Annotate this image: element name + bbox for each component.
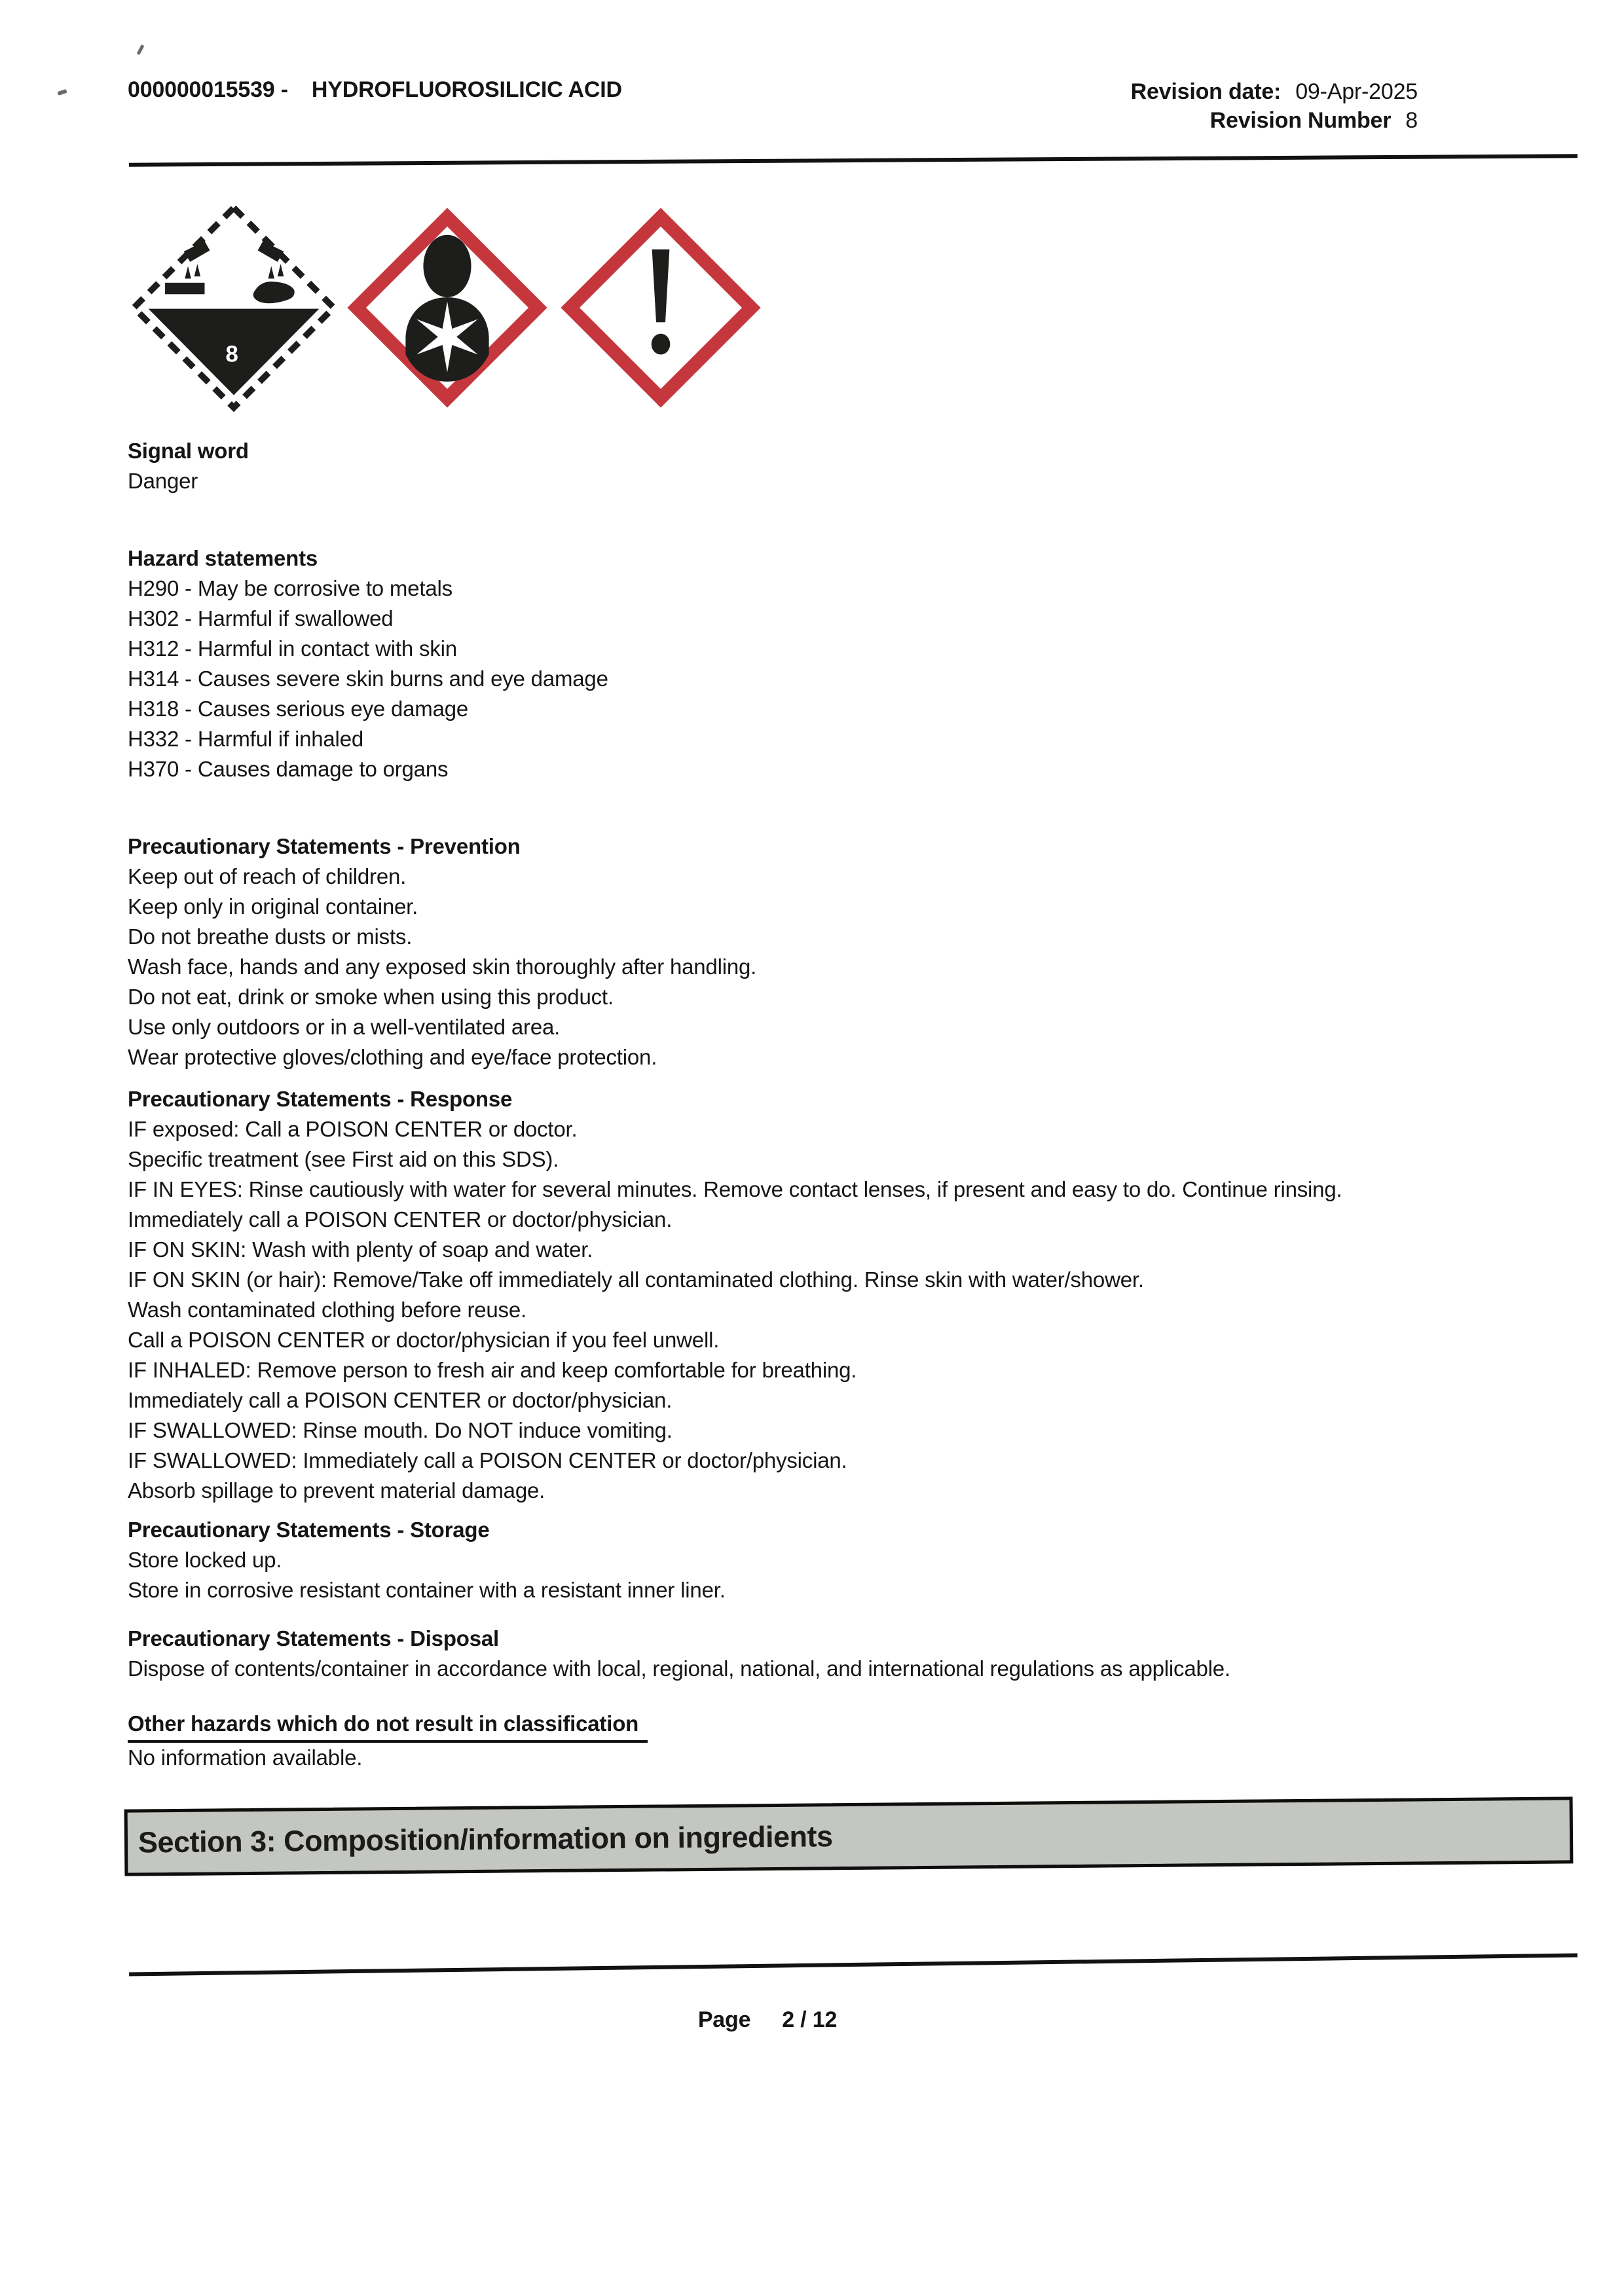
hazard-statements-heading: Hazard statements	[128, 546, 318, 570]
statement-line: Use only outdoors or in a well-ventilated area.	[128, 1015, 561, 1039]
document-number: 000000015539 -	[128, 77, 288, 102]
statement-line: Wear protective gloves/clothing and eye/face protection.	[128, 1045, 657, 1069]
prevention-section	[128, 831, 1624, 1072]
document-title	[128, 77, 622, 103]
revision-number-value: 8	[1405, 108, 1418, 133]
statement-line: IF ON SKIN: Wash with plenty of soap and water.	[128, 1237, 593, 1262]
revision-date-row	[1131, 77, 1418, 106]
footer-divider	[129, 1954, 1578, 1977]
exclamation-mark-pictogram-icon	[557, 196, 765, 419]
health-hazard-pictogram-icon	[343, 196, 551, 419]
response-section	[128, 1084, 1624, 1506]
signal-word-value: Danger	[128, 469, 198, 493]
statement-line: H370 - Causes damage to organs	[128, 757, 449, 781]
hazard-statements-section	[128, 543, 1624, 784]
revision-number-row	[1131, 106, 1418, 135]
statement-line: Immediately call a POISON CENTER or doctor/physician.	[128, 1388, 673, 1412]
page-number	[0, 2007, 1579, 2033]
disposal-list	[128, 1654, 1624, 1684]
header-divider	[129, 154, 1578, 167]
statement-line: Store locked up.	[128, 1548, 282, 1572]
other-hazards-section	[128, 1709, 1624, 1773]
revision-date-label: Revision date:	[1130, 79, 1282, 104]
storage-section	[128, 1515, 1624, 1605]
statement-line: IF exposed: Call a POISON CENTER or doctor.	[128, 1117, 578, 1141]
section3-title: Section 3: Composition/information on ingredients	[138, 1819, 833, 1859]
statement-line: IF INHALED: Remove person to fresh air and keep comfortable for breathing.	[128, 1358, 857, 1382]
statement-line: IF SWALLOWED: Immediately call a POISON CENTER or doctor/physician.	[128, 1448, 847, 1472]
storage-list	[128, 1545, 1624, 1605]
statement-line: Dispose of contents/container in accordance with local, regional, national, and international regulations as applicable.	[128, 1656, 1230, 1681]
statement-line: Absorb spillage to prevent material damage.	[128, 1478, 545, 1503]
response-heading: Precautionary Statements - Response	[128, 1087, 513, 1111]
statement-line: Keep only in original container.	[128, 894, 418, 919]
hazard-statements-list	[128, 574, 1624, 784]
svg-text:8: 8	[225, 341, 238, 367]
corrosive-class8-pictogram-icon	[130, 196, 338, 419]
statement-line: Specific treatment (see First aid on this SDS).	[128, 1147, 559, 1171]
statement-line: H332 - Harmful if inhaled	[128, 727, 363, 751]
hazard-pictograms	[130, 196, 1624, 419]
page-label: Page	[697, 2007, 751, 2032]
page-value: 2 / 12	[782, 2007, 838, 2032]
page-header	[0, 0, 1624, 135]
section3-header-bar	[124, 1796, 1574, 1876]
statement-line: IF IN EYES: Rinse cautiously with water for several minutes. Remove contact lenses, if present and easy to do. Continue rinsing.	[128, 1177, 1342, 1201]
revision-number-label: Revision Number	[1209, 108, 1392, 133]
other-hazards-heading: Other hazards which do not result in classification	[128, 1709, 648, 1743]
other-hazards-text: No information available.	[128, 1745, 363, 1770]
statement-line: H302 - Harmful if swallowed	[128, 606, 394, 630]
statement-line: Do not eat, drink or smoke when using this product.	[128, 985, 614, 1009]
statement-line: Store in corrosive resistant container with a resistant inner liner.	[128, 1578, 726, 1602]
signal-word-label: Signal word	[128, 439, 249, 463]
disposal-heading: Precautionary Statements - Disposal	[128, 1626, 500, 1650]
statement-line: Keep out of reach of children.	[128, 864, 407, 888]
statement-line: Wash contaminated clothing before reuse.	[128, 1298, 526, 1322]
revision-block	[1131, 77, 1418, 135]
statement-line: IF ON SKIN (or hair): Remove/Take off immediately all contaminated clothing. Rinse skin with water/shower.	[128, 1267, 1144, 1292]
statement-line: IF SWALLOWED: Rinse mouth. Do NOT induce vomiting.	[128, 1418, 673, 1442]
disposal-section	[128, 1624, 1624, 1684]
product-name: HYDROFLUOROSILICIC ACID	[311, 77, 622, 102]
revision-date-value: 09-Apr-2025	[1295, 79, 1418, 104]
statement-line: H314 - Causes severe skin burns and eye damage	[128, 666, 608, 691]
storage-heading: Precautionary Statements - Storage	[128, 1518, 490, 1542]
statement-line: Call a POISON CENTER or doctor/physician if you feel unwell.	[128, 1328, 720, 1352]
prevention-list	[128, 862, 1624, 1072]
statement-line: H312 - Harmful in contact with skin	[128, 636, 457, 661]
signal-word-section	[128, 436, 1624, 496]
response-list	[128, 1114, 1624, 1506]
statement-line: Do not breathe dusts or mists.	[128, 924, 413, 949]
statement-line: Immediately call a POISON CENTER or doctor/physician.	[128, 1207, 673, 1231]
statement-line: H290 - May be corrosive to metals	[128, 576, 452, 600]
prevention-heading: Precautionary Statements - Prevention	[128, 834, 521, 858]
statement-line: H318 - Causes serious eye damage	[128, 697, 469, 721]
statement-line: Wash face, hands and any exposed skin thoroughly after handling.	[128, 955, 757, 979]
